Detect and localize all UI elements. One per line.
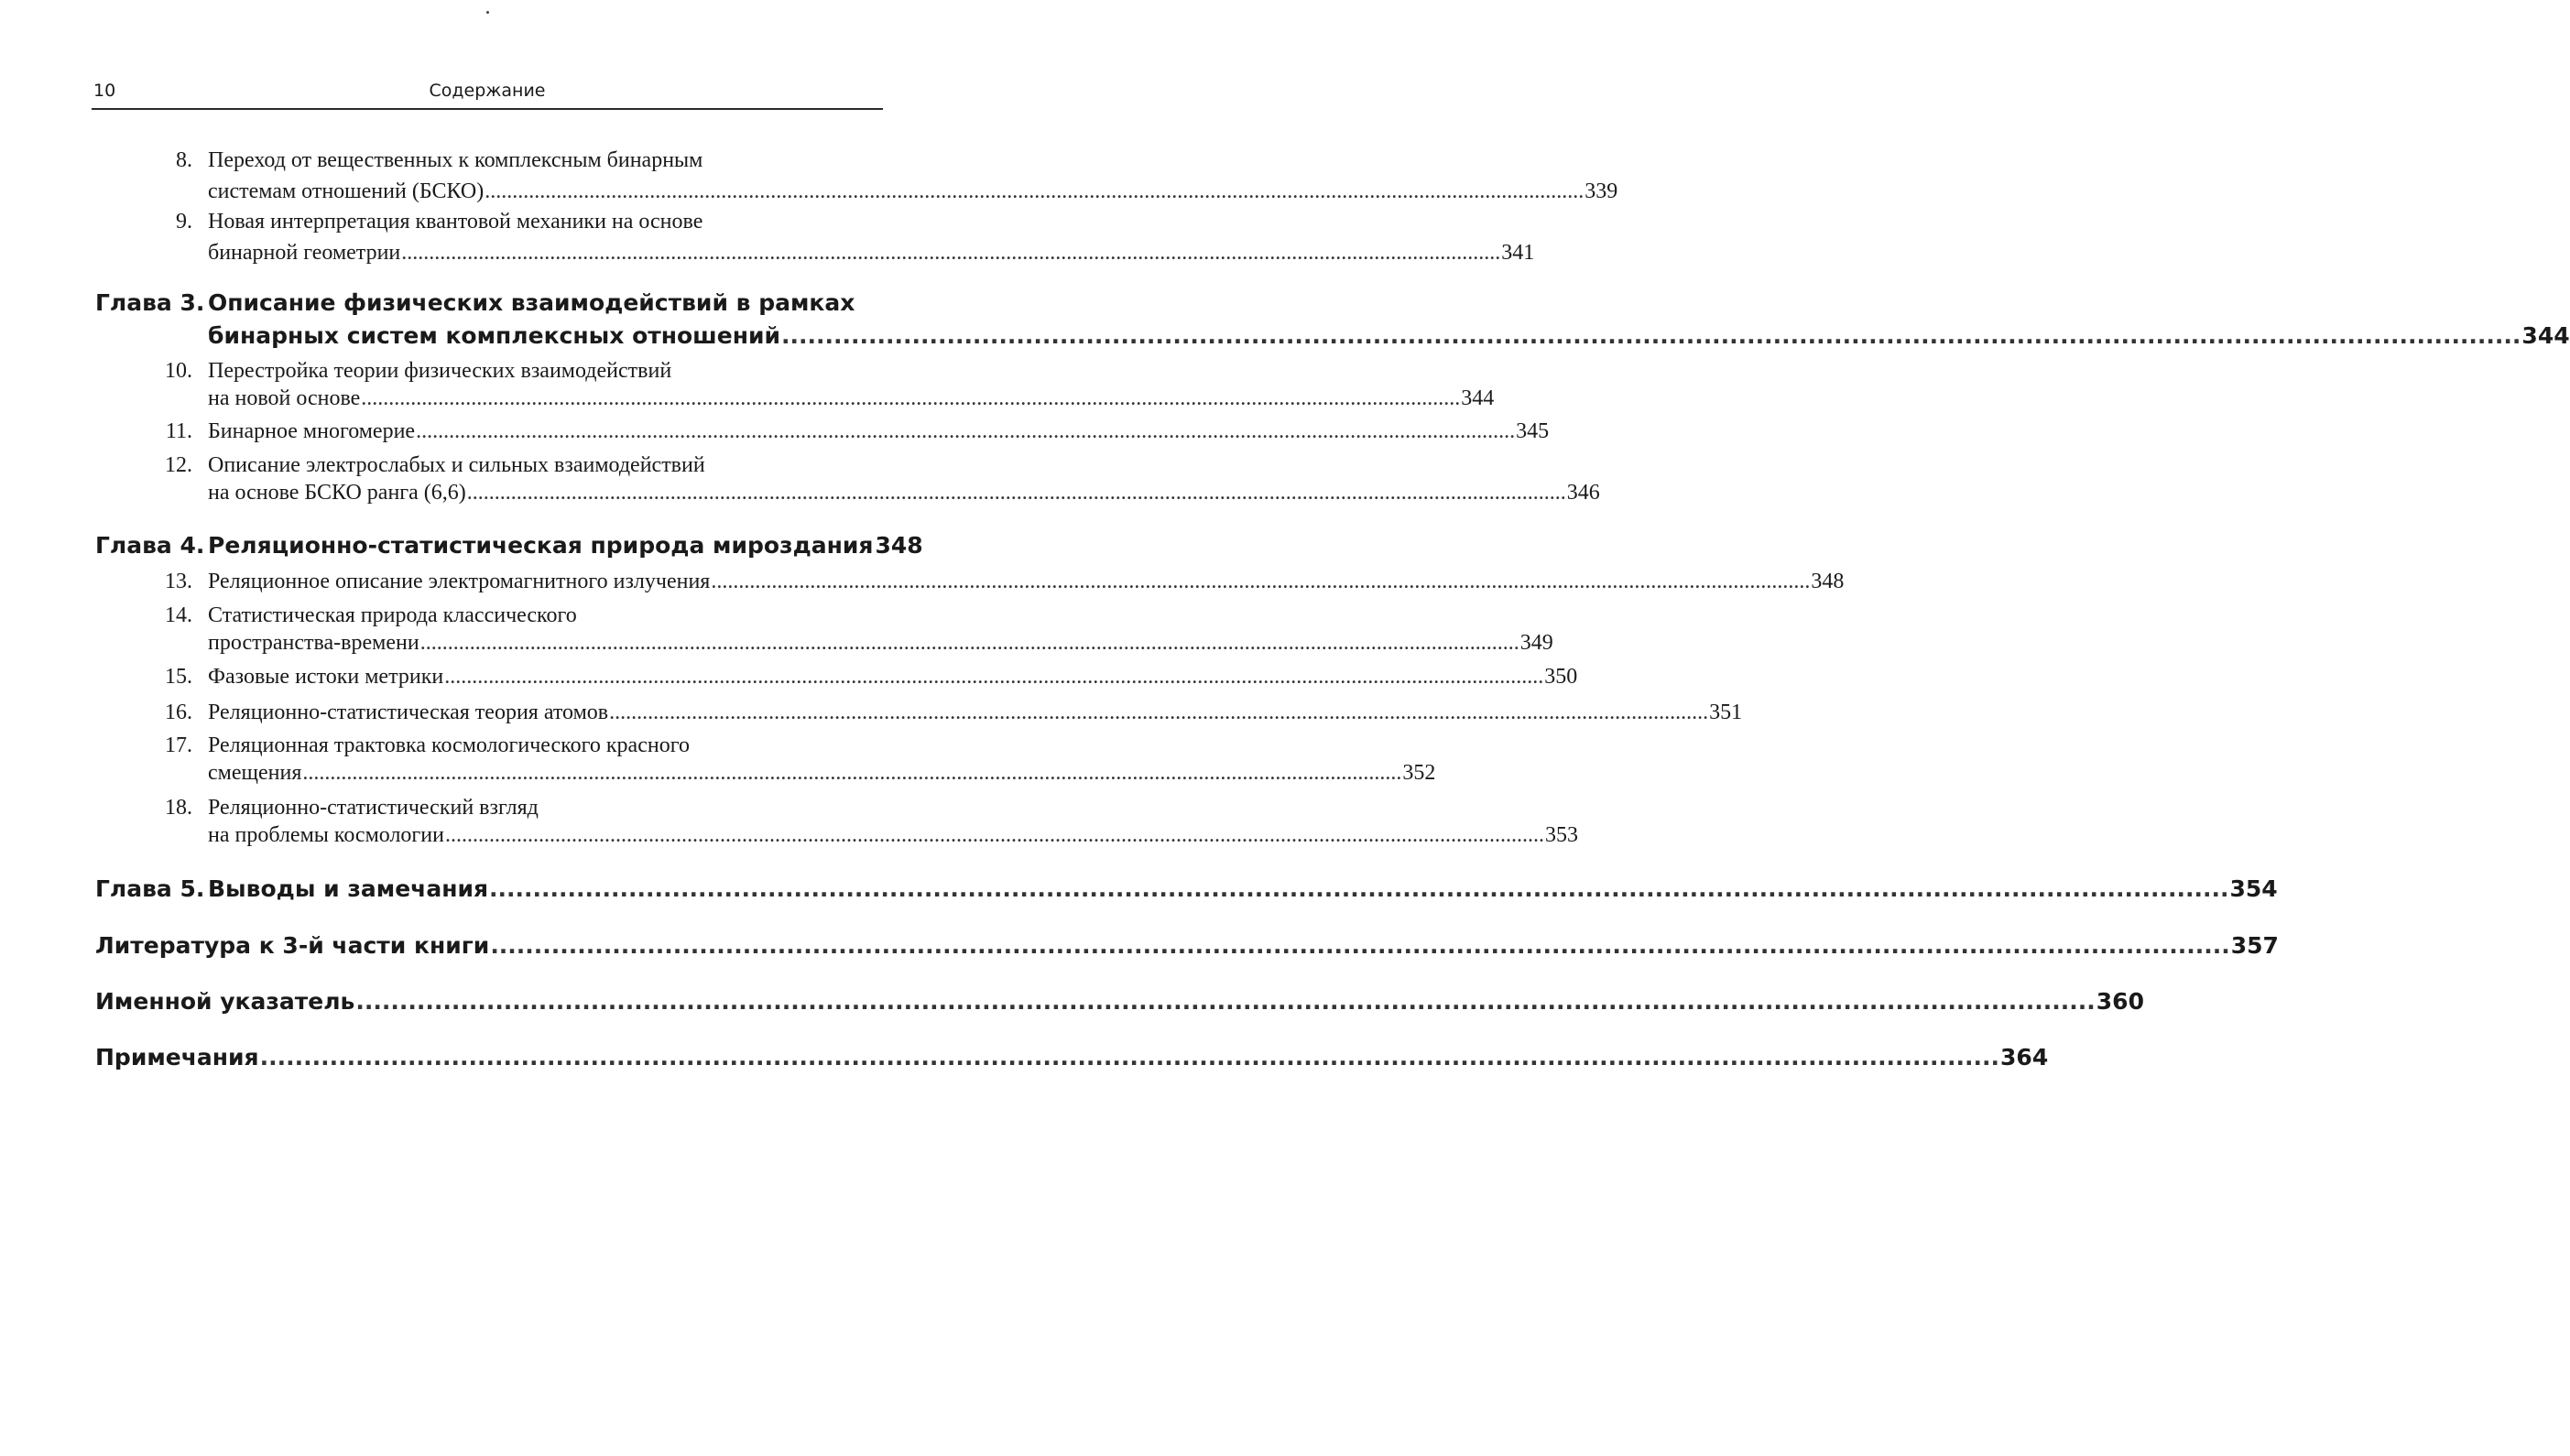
- dot-leader: [420, 627, 1519, 658]
- dot-leader: [401, 237, 1500, 268]
- entry-page: 353: [1544, 823, 1578, 847]
- entry-title: Реляционно-статистическая теория атомов: [208, 701, 609, 724]
- entry-number: 18.: [165, 796, 192, 820]
- entry-leader-line: [208, 566, 1845, 597]
- dot-leader: [260, 1041, 1999, 1074]
- chapter-leader-line: [208, 529, 923, 562]
- entry-title-line: Описание электрослабых и сильных взаимодействий: [208, 453, 705, 477]
- toc-entry[interactable]: [0, 792, 1578, 856]
- dot-leader: [416, 416, 1515, 447]
- entry-number: 8.: [176, 148, 192, 172]
- entry-title-line: Новая интерпретация квантовой механики на основе: [208, 210, 703, 234]
- back-matter-title: Литература к 3-й части книги: [95, 932, 490, 959]
- toc-entry[interactable]: [0, 697, 1743, 730]
- dot-leader: [489, 873, 2228, 906]
- entry-number: 13.: [165, 570, 192, 593]
- chapter-title: Реляционно-статистическая природа мироздания: [208, 532, 874, 559]
- chapter-heading[interactable]: [0, 287, 2570, 354]
- chapter-page: 348: [875, 532, 923, 559]
- chapter-label: Глава 4.: [95, 532, 205, 559]
- entry-title: Фазовые истоки метрики: [208, 665, 444, 689]
- entry-title-end: на новой основе: [208, 386, 361, 410]
- chapter-title-end: бинарных систем комплексных отношений: [208, 322, 780, 349]
- entry-number: 14.: [165, 603, 192, 627]
- entry-title-end: пространства-времени: [208, 631, 419, 655]
- entry-title-end: бинарной геометрии: [208, 241, 401, 265]
- chapter-label: Глава 3.: [95, 289, 205, 316]
- running-title: Содержание: [429, 81, 546, 101]
- toc-entry[interactable]: [0, 355, 1495, 419]
- entry-number: 11.: [165, 419, 192, 443]
- entry-leader-line: [208, 383, 1495, 414]
- entry-title: Реляционное описание электромагнитного излучения: [208, 570, 711, 593]
- back-matter-title: Именной указатель: [95, 988, 355, 1015]
- entry-leader-line: [208, 237, 1535, 268]
- toc-entry[interactable]: [0, 566, 1845, 599]
- toc-entry[interactable]: [0, 416, 1550, 449]
- entry-page: 344: [1461, 386, 1495, 410]
- toc-entry[interactable]: [0, 600, 1553, 664]
- entry-page: 345: [1516, 419, 1550, 443]
- entry-leader-line: [208, 627, 1553, 658]
- entry-title-line: Реляционно-статистический взгляд: [208, 796, 539, 820]
- back-matter-page: 364: [2000, 1044, 2049, 1070]
- chapter-leader-line: [208, 873, 2278, 906]
- back-matter-entry[interactable]: [95, 985, 2144, 1018]
- entry-number: 17.: [165, 733, 192, 757]
- back-matter-title: Примечания: [95, 1044, 259, 1070]
- chapter-heading[interactable]: [0, 529, 923, 562]
- dot-leader: [444, 661, 1543, 692]
- dot-leader: [355, 985, 2095, 1018]
- dot-leader: [445, 820, 1544, 851]
- dot-leader: [467, 477, 1566, 508]
- back-matter-entry[interactable]: [95, 1041, 2049, 1074]
- toc-entry[interactable]: [0, 661, 1578, 694]
- entry-leader-line: [208, 477, 1600, 508]
- entry-title-end: смещения: [208, 761, 302, 785]
- entry-number: 9.: [176, 210, 192, 234]
- entry-title-end: на проблемы космологии: [208, 823, 444, 847]
- back-matter-entry[interactable]: [95, 929, 2279, 962]
- entry-leader-line: [208, 820, 1578, 851]
- entry-leader-line: [208, 661, 1578, 692]
- entry-title-line: Реляционная трактовка космологического красного: [208, 733, 690, 757]
- entry-leader-line: [208, 697, 1743, 728]
- chapter-leader-line: [208, 320, 2570, 353]
- dot-leader: [361, 383, 1460, 414]
- dot-leader: [485, 176, 1584, 207]
- entry-page: 341: [1501, 241, 1535, 265]
- dot-leader: [781, 320, 2521, 353]
- dot-leader: [490, 929, 2229, 962]
- page-number: 10: [93, 81, 116, 101]
- back-matter-page: 357: [2230, 932, 2279, 959]
- entry-title-line: Статистическая природа классического: [208, 603, 577, 627]
- chapter-heading[interactable]: [0, 873, 2278, 906]
- entry-page: 346: [1566, 481, 1600, 505]
- entry-page: 351: [1709, 701, 1743, 724]
- entry-number: 10.: [165, 359, 192, 383]
- chapter-page: 344: [2521, 322, 2570, 349]
- back-matter-page: 360: [2096, 988, 2144, 1015]
- toc-entry[interactable]: [0, 730, 1436, 794]
- entry-title-end: системам отношений (БСКО): [208, 179, 485, 203]
- dot-leader: [711, 566, 1810, 597]
- entry-number: 16.: [165, 701, 192, 724]
- entry-leader-line: [208, 416, 1550, 447]
- entry-page: 352: [1402, 761, 1436, 785]
- entry-leader-line: [208, 176, 1618, 207]
- entry-number: 15.: [165, 665, 192, 689]
- entry-page: 339: [1584, 179, 1618, 203]
- chapter-label: Глава 5.: [95, 875, 205, 902]
- chapter-title-line: Описание физических взаимодействий в рамках: [208, 289, 855, 316]
- entry-title-end: на основе БСКО ранга (6,6): [208, 481, 466, 505]
- chapter-page: 354: [2229, 875, 2278, 902]
- entry-page: 350: [1544, 665, 1578, 689]
- toc-entry[interactable]: [0, 145, 1618, 209]
- scan-mark: [486, 11, 489, 14]
- page-header: [92, 77, 883, 110]
- entry-title: Бинарное многомерие: [208, 419, 416, 443]
- entry-page: 348: [1811, 570, 1845, 593]
- entry-number: 12.: [165, 453, 192, 477]
- dot-leader: [302, 757, 1401, 788]
- dot-leader: [609, 697, 1708, 728]
- toc-entry[interactable]: [0, 206, 1535, 270]
- entry-title-line: Переход от вещественных к комплексным бинарным: [208, 148, 703, 172]
- toc-entry[interactable]: [0, 450, 1600, 514]
- entry-title-line: Перестройка теории физических взаимодействий: [208, 359, 672, 383]
- entry-leader-line: [208, 757, 1436, 788]
- chapter-title: Выводы и замечания: [208, 875, 489, 902]
- entry-page: 349: [1519, 631, 1553, 655]
